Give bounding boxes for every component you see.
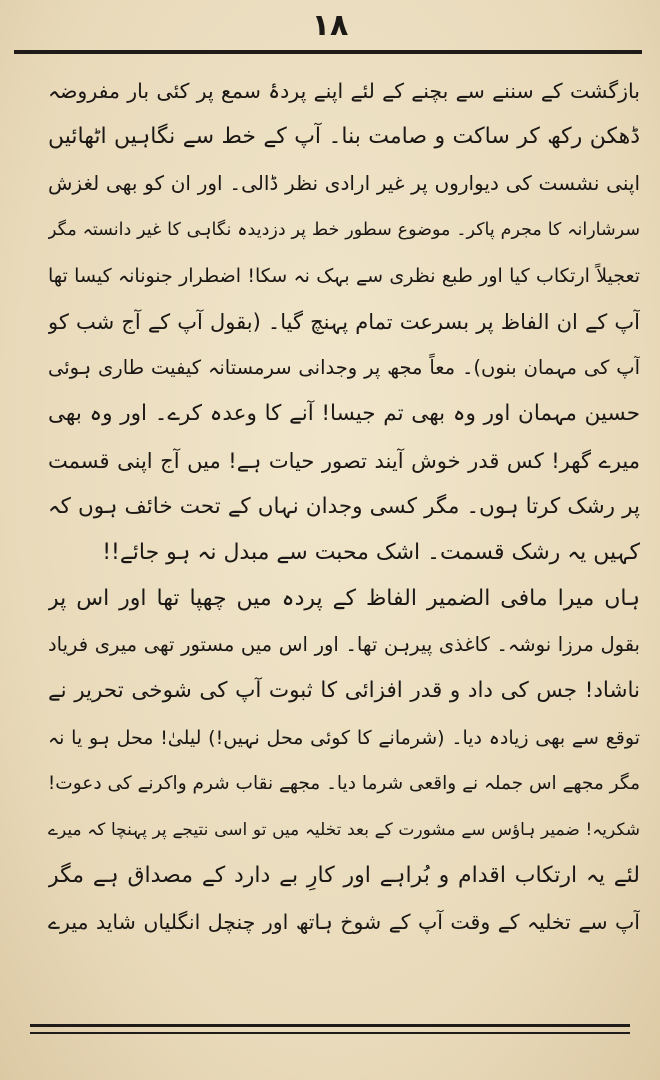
text-line: ہاں میرا مافی الضمیر الفاظ کے پردہ میں چھپا تھا اور اس پر	[48, 586, 640, 612]
text-line: آپ سے تخلیہ کے وقت آپ کے شوخ ہاتھ اور چنچل انگلیاں شاید میرے	[48, 910, 640, 935]
top-rule	[14, 50, 642, 54]
page-number: ۱۸	[311, 8, 349, 43]
text-line: سرشارانہ کا مجرم پاکر۔ موضوع سطور خط پر دزدیدہ نگاہی کا غیر دانستہ مگر	[48, 219, 640, 240]
text-line: بازگشت کے سننے سے بچنے کے لئے اپنے پردۂ سمع پر کئی بار مفروضہ	[48, 79, 640, 103]
text-line: میرے گھر! کس قدر خوش آیند تصور حیات ہے! میں آج اپنی قسمت	[48, 448, 640, 473]
text-line: آپ کے ان الفاظ پر بسرعت تمام پہنچ گیا۔ (بقول آپ کے آج شب کو	[48, 309, 640, 334]
text-line: آپ کی مہمان بنوں)۔ معاً مجھ پر وجدانی سرمستانہ کیفیت طاری ہوئی	[48, 356, 640, 380]
text-line: شکریہ! ضمیر ہاؤس سے مشورت کے بعد تخلیہ میں تو اسی نتیجے پر پہنچا کہ میرے	[48, 820, 640, 840]
page-text	[48, 68, 640, 946]
text-line: مگر مجھے اس جملہ نے واقعی شرما دیا۔ مجھے نقاب شرم واکرنے کی دعوت!	[48, 772, 640, 794]
text-line: ناشاد! جس کی داد و قدر افزائی کا ثبوت آپ کی شوخی تحریر نے	[48, 678, 640, 704]
text-line: کہیں یہ رشک قسمت۔ اشک محبت سے مبدل نہ ہو جائے!!	[102, 539, 640, 565]
text-line: لئے یہ ارتکاب اقدام و بُراہے اور کارِ بے دارد کے مصداق ہے مگر	[48, 863, 640, 889]
text-line: پر رشک کرتا ہوں۔ مگر کسی وجدان نہاں کے تحت خائف ہوں کہ	[48, 493, 640, 519]
text-line: اپنی نشست کی دیواروں پر غیر ارادی نظر ڈالی۔ اور ان کو بھی لغزش	[48, 171, 640, 196]
text-line: حسین مہمان اور وہ بھی تم جیسا! آنے کا وعدہ کرے۔ اور وہ بھی	[48, 401, 640, 427]
text-line: ڈھکن رکھ کر ساکت و صامت بنا۔ آپ کے خط سے نگاہیں اٹھائیں	[48, 124, 640, 150]
bottom-rule	[30, 1032, 630, 1034]
text-line: بقول مرزا نوشہ۔ کاغذی پیرہن تھا۔ اور اس میں مستور تھی میری فریاد	[48, 633, 640, 657]
text-line: توقع سے بھی زیادہ دیا۔ (شرمانے کا کوئی محل نہیں!) لیلیٰ! محل ہو یا نہ	[48, 726, 640, 749]
text-line: تعجیلاً ارتکاب کیا اور طبع نظری سے بہک نہ سکا! اضطرار جنونانہ کیسا تھا	[48, 264, 640, 287]
bottom-rule	[30, 1024, 630, 1027]
